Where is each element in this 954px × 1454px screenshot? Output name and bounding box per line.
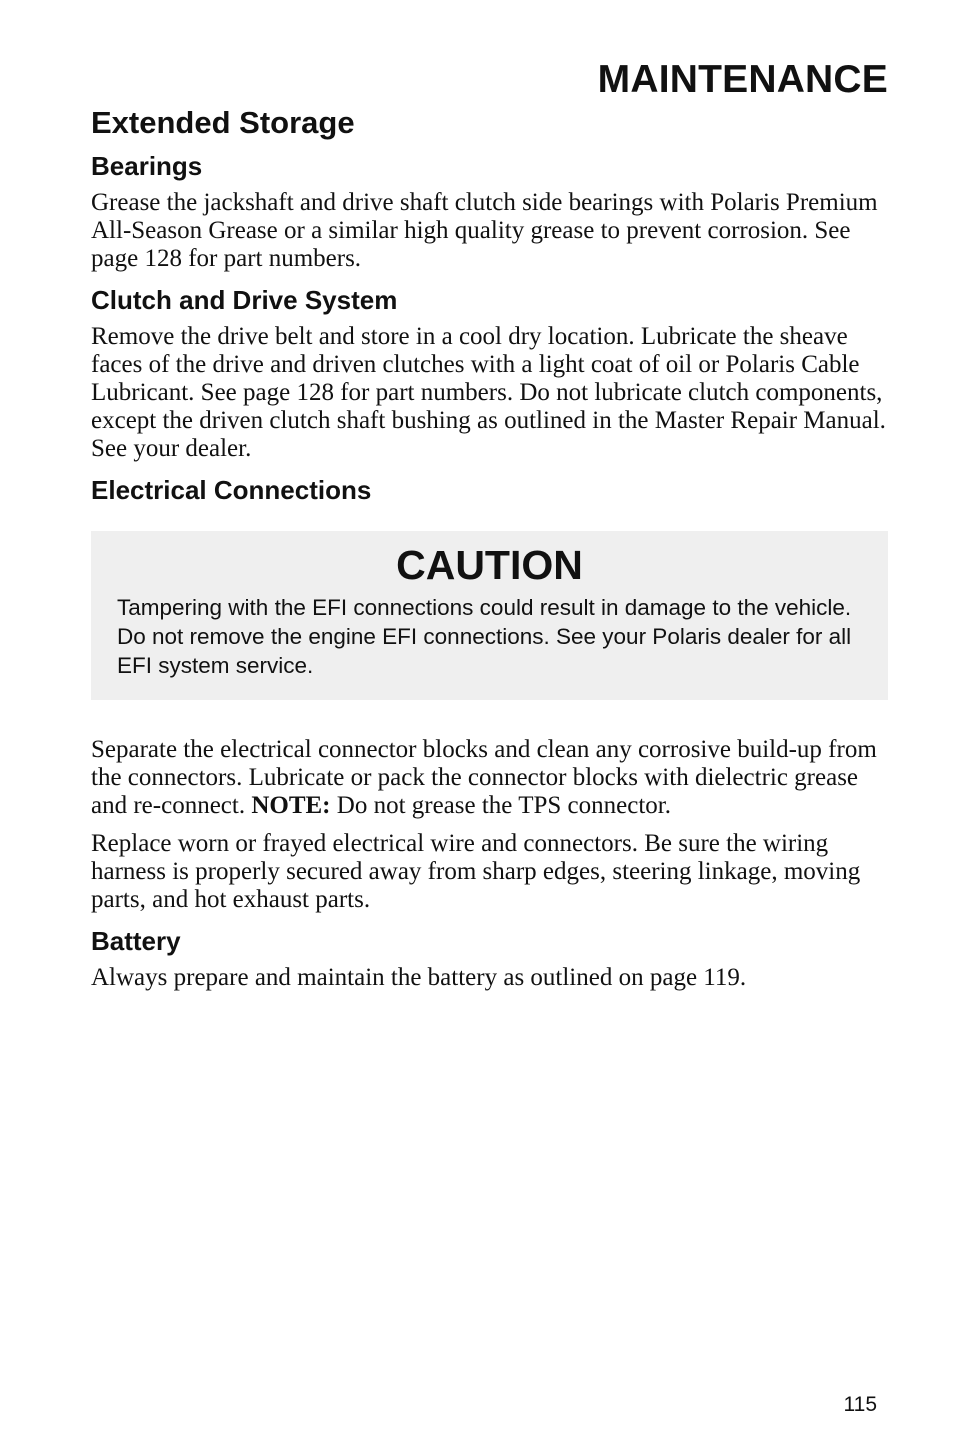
electrical-paragraph-1-start: Separate the electrical connector blocks and clean any corrosive build-up from the connectors. Lubricate or pack the connector blocks with dielectric grease and re-connect. [91, 736, 877, 819]
caution-box [91, 531, 888, 700]
battery-text: Always prepare and maintain the battery as outlined on page 119. [91, 964, 747, 991]
electrical-paragraph-1 [91, 736, 888, 820]
caution-text: Tampering with the EFI connections could result in damage to the vehicle. Do not remove the engine EFI connections. See your Polaris dealer for all EFI system service. [117, 595, 852, 678]
electrical-paragraph-2: Replace worn or frayed electrical wire and connectors. Be sure the wiring harness is properly secured away from sharp edges, steering linkage, moving parts, and hot exhaust parts. [91, 830, 861, 913]
caution-title: CAUTION [396, 542, 583, 588]
bearings-heading: Bearings [91, 151, 203, 181]
page-content [91, 100, 888, 1002]
note-label: NOTE: [251, 792, 331, 819]
clutch-heading: Clutch and Drive System [91, 285, 398, 315]
bearings-text: Grease the jackshaft and drive shaft clutch side bearings with Polaris Premium All-Season Grease or a similar high quality grease to prevent corrosion. See page 128 for part numbers. [91, 189, 878, 272]
page-number: 115 [843, 1393, 877, 1416]
section-title: Extended Storage [91, 105, 355, 140]
battery-heading: Battery [91, 926, 181, 956]
electrical-heading: Electrical Connections [91, 475, 372, 505]
electrical-paragraph-1-end: Do not grease the TPS connector. [330, 792, 671, 819]
running-header: MAINTENANCE [597, 58, 888, 101]
clutch-text: Remove the drive belt and store in a cool dry location. Lubricate the sheave faces of the drive and driven clutches with a light coat of oil or Polaris Cable Lubricant. See page 128 for part numbers. Do not lubricate clutch components, except the driven clutch shaft bushing as outlined in the Master Repair Manual. See your dealer. [91, 323, 886, 462]
